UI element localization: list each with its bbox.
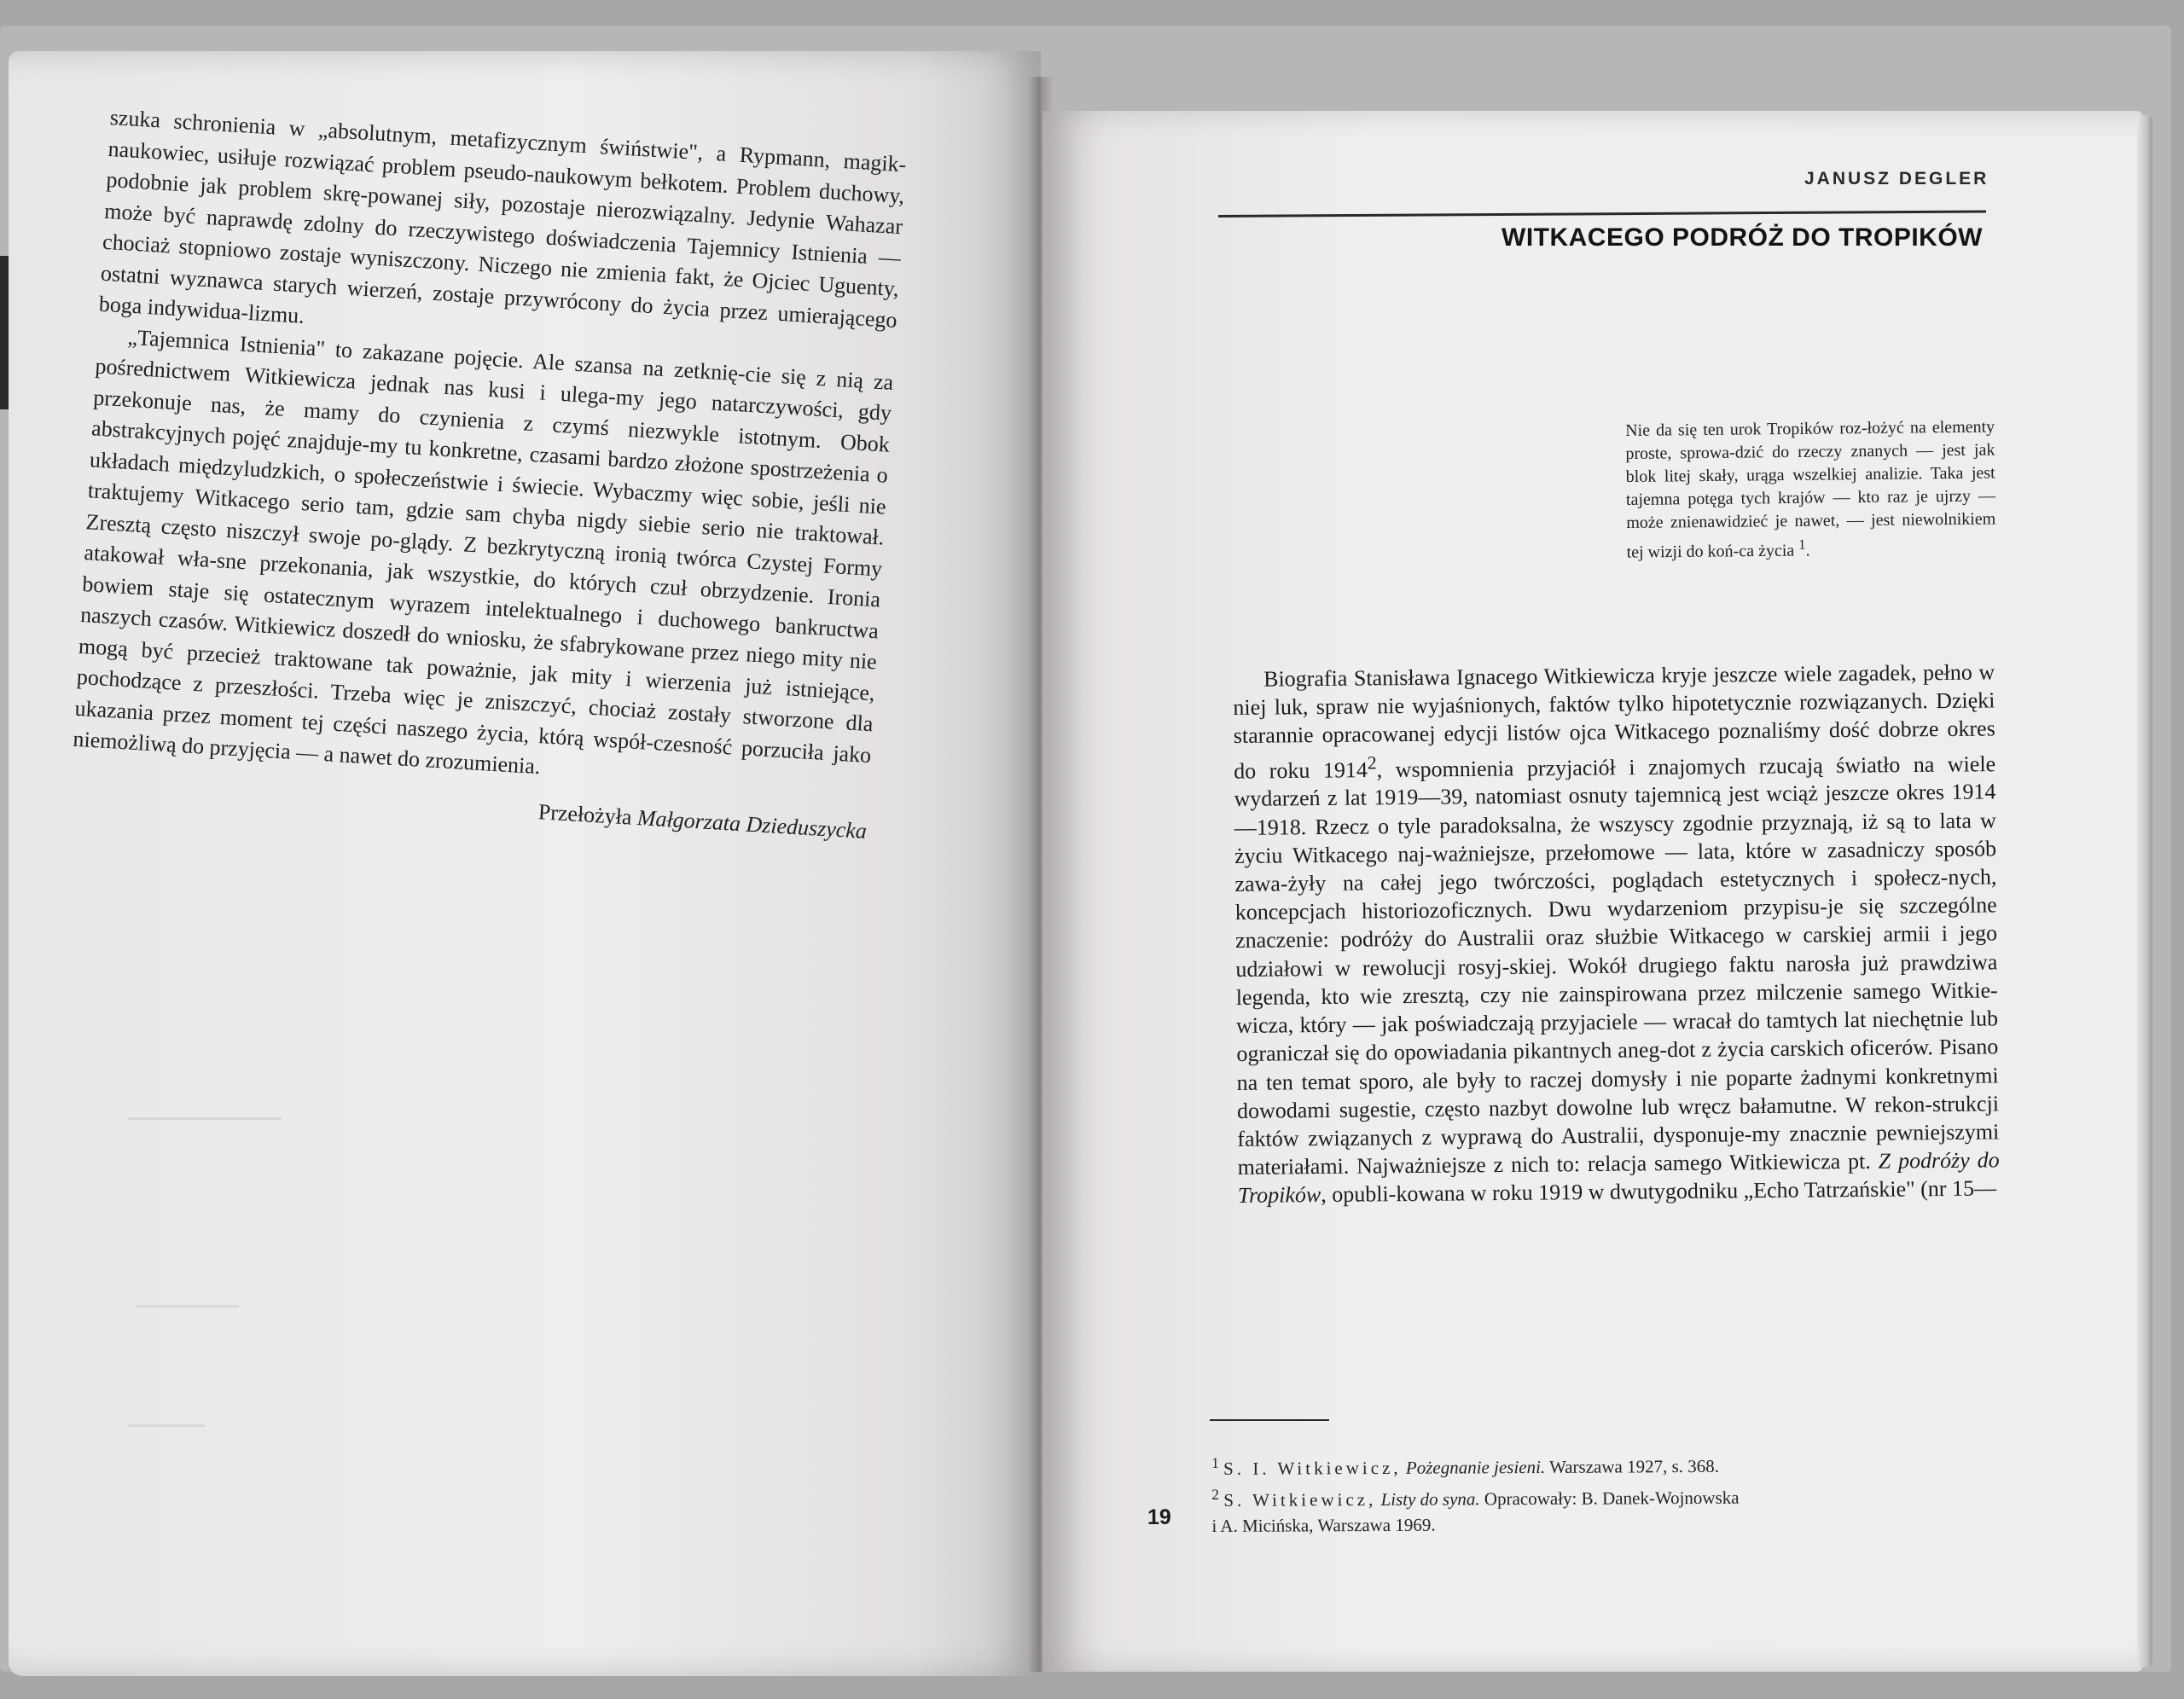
- footnote-details: Opracowały: B. Danek-Wojnowska: [1484, 1487, 1740, 1510]
- footnotes: [1211, 1446, 2014, 1539]
- epigraph-footnote-ref: 1: [1798, 536, 1806, 553]
- footnote-details: Warszawa 1927, s. 368.: [1548, 1455, 1720, 1477]
- show-through-mark: [136, 1305, 239, 1308]
- article-author: JANUSZ DEGLER: [1804, 169, 1989, 188]
- left-paragraph-2: „Tajemnica Istnienia" to zakazane pojęcie. Ale szansa na zetknię-cie się z nią za pośrednictwem Witkiewicza jednak nas kusi i ulega-my jego natarczywości, gdy przekonuje nas, że mamy do czynienia z czymś niezwykle istotnym. Obok abstrakcyjnych pojęć znajduje-my tu konkretne, czasami bardzo złożone spostrzeżenia o układach międzyludzkich, o społeczeństwie i świecie. Wybaczmy więc sobie, jeśli nie traktujemy Witkacego serio tam, gdzie sam chyba nigdy siebie serio nie traktował. Zresztą często niszczył swoje po-glądy. Z bezkrytyczną ironią twórca Czystej Formy atakował wła-sne przekonania, jak wszystkie, do których czuł obrzydzenie. Ironia bowiem staje się ostatecznym wyrazem intelektualnego i duchowego bankructwa naszych czasów. Witkiewicz doszedł do wniosku, że sfabrykowane przez niego mity nie mogą być przecież traktowane tak poważnie, jak mity i wierzenia już istniejące, pochodzące z przeszłości. Trzeba więc je zniszczyć, chociaż zostały stworzone dla ukazania przez moment tej części naszego życia, którą współ-czesność porzuciła jako niemożliwą do przyjęcia — a nawet do zrozumienia.: [72, 324, 895, 780]
- page-number: 19: [1147, 1505, 1171, 1529]
- show-through-mark: [128, 1117, 282, 1120]
- footnote-number: 1: [1211, 1453, 1219, 1471]
- article-body: [1233, 658, 2000, 1209]
- footnote-number: 2: [1211, 1485, 1220, 1503]
- footnote-2-continuation: i A. Micińska, Warszawa 1969.: [1211, 1514, 1436, 1536]
- page-stack-edge: [2137, 115, 2152, 1667]
- article-paragraph: [1233, 658, 2000, 1209]
- cited-work-title: Z podróży do Tropików: [1237, 1147, 2000, 1209]
- footnote-work: Listy do syna.: [1380, 1488, 1480, 1510]
- translator-prefix: Przełożyła: [537, 798, 633, 830]
- footnote-author: S. I. Witkiewicz,: [1223, 1457, 1402, 1479]
- left-page-text: [69, 102, 907, 847]
- article-title: WITKACEGO PODRÓŻ DO TROPIKÓW: [1502, 223, 1983, 252]
- body-part-3: , opubli-kowana w roku 1919 w dwutygodniku „Echo Tatrzańskie" (nr 15—: [1321, 1175, 1997, 1208]
- footnote-ref-2: 2: [1367, 751, 1377, 774]
- footnote-1: [1211, 1446, 2013, 1482]
- footnote-author: S. Witkiewicz,: [1223, 1488, 1377, 1511]
- left-paragraph-1: szuka schronienia w „absolutnym, metafizycznym świństwie", a Rypmann, magik-naukowiec, usiłuje rozwiązać problem pseudo-naukowym bełkotem. Problem duchowy, podobnie jak problem skrę-powanej siły, pozostaje nierozwiązalny. Jedynie Wahazar może być naprawdę zdolny do rzeczywistego doświadczenia Tajemnicy Istnienia — chociaż stopniowo zostaje wyniszczony. Niczego nie zmienia fakt, że Ojciec Uguenty, ostatni wyznawca starych wierzeń, zostaje przywrócony do życia przez umierającego boga indywidua-lizmu.: [98, 104, 908, 333]
- show-through-mark: [128, 1424, 205, 1427]
- footnote-rule: [1210, 1419, 1329, 1421]
- epigraph-text: Nie da się ten urok Tropików roz-łożyć na elementy proste, sprowa-dzić do rzeczy znanych — jest jak blok litej skały, urąga wszelkiej analizie. Taka jest tajemna potęga tych krajów — kto raz je ujrzy — może znienawidzieć je nawet, — jest niewolnikiem tej wizji do koń-ca życia: [1625, 417, 1996, 562]
- body-part-1: Biografia Stanisława Ignacego Witkiewicza kryje jeszcze wiele zagadek, pełno w niej luk, spraw nie wyjaśnionych, faktów tylko hipotetycznie rozwiązanych. Dzięki starannie opracowanej edycji listów ojca Witkacego poznaliśmy dość dobrze okres do roku 1914: [1233, 659, 1995, 784]
- left-page: [9, 51, 1041, 1676]
- footnote-work: Pożegnanie jesieni.: [1405, 1456, 1546, 1478]
- left-cover-edge: [0, 256, 9, 409]
- body-part-2: , wspomnienia przyjaciół i znajomych rzucają światło na wiele wydarzeń z lat 1919—39, natomiast osnuty tajemnicą jest wciąż jeszcze okres 1914—1918. Rzecz o tyle paradoksalna, że wszyscy zgodnie przyznają, iż są to lata w życiu Witkacego naj-ważniejsze, przełomowe — lata, które w zasadniczy sposób zawa-żyły na całej jego twórczości, poglądach estetycznych i społecz-nych, koncepcjach historiozoficznych. Dwu wydarzeniom przypisu-je się szczególne znaczenie: podróży do Australii oraz służbie Witkacego w carskiej armii i jego udziałowi w rewolucji rosyj-skiej. Wokół drugiego faktu narosła już prawdziwa legenda, kto wie zresztą, czy nie zainspirowana przez milczenie samego Witkie-wicza, który — jak poświadczają przyjaciele — wracał do tamtych lat niechętnie lub ograniczał się do opowiadania pikantnych aneg-dot z życia carskich oficerów. Pisano na ten temat sporo, ale były to raczej domysły i nie poparte żadnymi konkretnymi dowodami sugestie, często nazbyt dowolne lub wręcz bałamutne. W rekon-strukcji faktów związanych z wyprawą do Australii, dysponuje-my znacznie pewniejszymi materiałami. Najważniejsze z nich to: relacja samego Witkiewicza pt.: [1234, 751, 2000, 1180]
- footnote-2: [1211, 1477, 2013, 1513]
- translator-name: Małgorzata Dzieduszycka: [636, 804, 868, 844]
- epigraph: Nie da się ten urok Tropików roz-łożyć na elementy proste, sprowa-dzić do rzeczy znanych — jest jak blok litej skały, urąga wszelkiej analizie. Taka jest tajemna potęga tych krajów — kto raz je ujrzy — może znienawidzieć je nawet, — jest niewolnikiem tej wizji do koń-ca życia $^1$.: [1625, 417, 1996, 562]
